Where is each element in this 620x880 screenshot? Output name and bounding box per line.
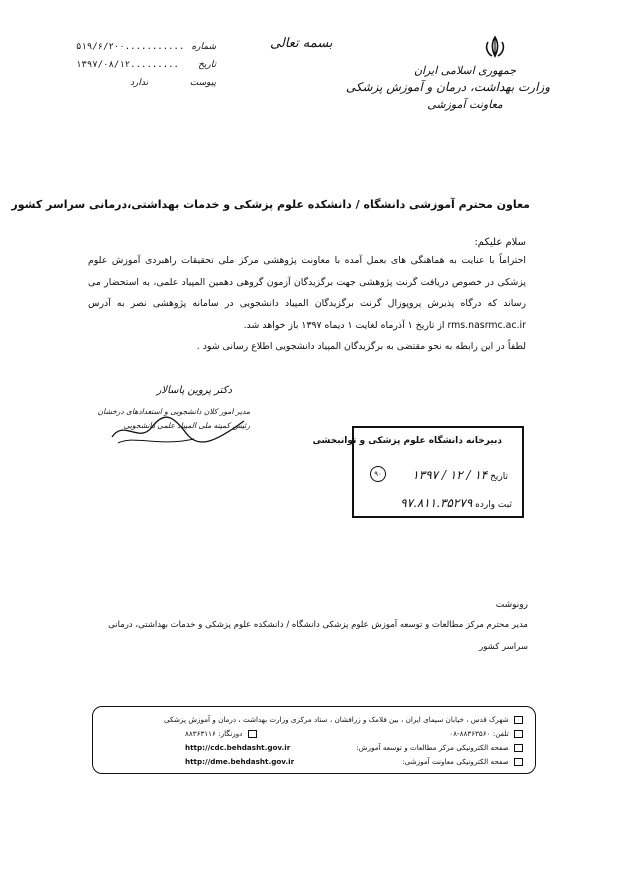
meta-date-row xyxy=(76,56,216,74)
ministry-line: جمهوری اسلامی ایران xyxy=(413,64,517,77)
footer-address-text: شهرک قدس ، خیابان سیمای ایران ، بین فلامک و زرافشان ، ستاد مرکزی وزارت بهداشت ، درمان و آموزش پزشکی xyxy=(164,715,509,724)
footer-site1-label: صفحه الکترونیکی مرکز مطالعات و توسعه آموزش: xyxy=(356,743,509,752)
letter-meta xyxy=(76,38,216,92)
stamp-date-label: تاریخ xyxy=(490,472,508,482)
footer-fax xyxy=(185,729,257,738)
meta-attachment-row xyxy=(76,74,216,92)
meta-number-row xyxy=(76,38,216,56)
closing-paragraph: لطفاً در این رابطه به نحو مقتضی به برگزیدگان المپیاد دانشجویی اطلاع رسانی شود . xyxy=(196,341,526,352)
stamp-date-value: ۱۴ / ۱۲ / ۱۳۹۷ xyxy=(412,468,488,482)
mail-icon xyxy=(514,744,523,752)
footer-site2-link[interactable]: http://dme.behdasht.gov.ir xyxy=(185,757,295,766)
location-icon xyxy=(514,716,523,724)
letter-body xyxy=(88,250,526,358)
body-paragraph: احتراماً با عنایت به هماهنگی های بعمل آمده با معاونت پژوهشی مرکز ملی تحقیقات راهبردی آموزش علوم پزشکی در خصوص دریافت گرنت پژوهشی جهت برگزیدگان آزمون گروهی دهمین المپیاد علمی، به استحضار می رساند که درگاه پذیرش پروپوزال گرنت برگزیدگان المپیاد دانشجویی در سامانه پژوهشی نصر به آدرس rms.nasrmc.ac.ir از تاریخ ۱ آذرماه لغایت ۱ دیماه ۱۳۹۷ باز خواهد شد. xyxy=(88,255,526,331)
stamp-header: دبیرخانه دانشگاه علوم پزشکی و توانبخشی xyxy=(312,436,502,446)
signature-scribble-icon xyxy=(104,399,254,449)
footer-site1-link[interactable]: http://cdc.behdasht.gov.ir xyxy=(185,743,291,752)
stamp-circle: ۹۰ xyxy=(370,466,386,482)
signature-block xyxy=(97,385,254,455)
attachment-label: پیوست xyxy=(189,78,216,88)
bismillah: بسمه تعالی xyxy=(270,36,333,51)
registry-stamp xyxy=(312,426,524,518)
stamp-date xyxy=(412,468,508,482)
stamp-reg-label: ثبت وارده xyxy=(475,500,512,510)
cc-label: رونوشت xyxy=(495,600,528,610)
number-value: ۵۱۹/۶/۲۰۰........... xyxy=(76,42,185,52)
ministry-heading xyxy=(345,62,550,113)
footer-fax-text: دورنگار: ۸۸۳۶۳۱۱۶ xyxy=(185,729,243,738)
signatory-title: مدیر امور کلان دانشجویی و استعدادهای درخشان xyxy=(97,407,250,416)
footer-address xyxy=(164,715,523,724)
ministry-line: معاونت آموزشی xyxy=(427,98,503,111)
attachment-value: ندارد xyxy=(130,78,149,88)
footer-site2 xyxy=(402,757,523,766)
mail-icon xyxy=(514,758,523,766)
phone-icon xyxy=(514,730,523,738)
cc-recipient: مدیر محترم مرکز مطالعات و توسعه آموزش علوم پزشکی دانشگاه / دانشکده علوم پزشکی و خدمات بهداشتی، درمانی سراسر کشور xyxy=(108,620,528,652)
footer-phone xyxy=(449,729,523,738)
iran-emblem-icon xyxy=(482,34,508,60)
ministry-line: وزارت بهداشت، درمان و آموزش پزشکی xyxy=(345,80,550,94)
number-label: شماره xyxy=(191,42,216,52)
footer-site1 xyxy=(356,743,523,752)
fax-icon xyxy=(248,730,257,738)
greeting: سلام علیکم: xyxy=(474,237,526,248)
stamp-reg-value: ۹۷.۸۱۱.۳۵۲۷۹ xyxy=(400,496,473,510)
date-value: ۱۳۹۷/۰۸/۱۲......... xyxy=(76,60,179,70)
footer-contact-box xyxy=(92,706,536,774)
footer-site2-label: صفحه الکترونیکی معاونت آموزشی: xyxy=(402,757,509,766)
signatory-title: رئیس کمیته ملی المپیاد علمی دانشجویی xyxy=(123,421,250,430)
stamp-reg xyxy=(400,496,512,510)
footer-phone-text: تلفن: ۸۸۳۶۳۵۶۰-۰۸ xyxy=(449,729,509,738)
date-label: تاریخ xyxy=(198,60,216,70)
signatory-name: دکتر پروین پاسالار xyxy=(156,385,232,396)
recipient-title: معاون محترم آموزشی دانشگاه / دانشکده علوم پزشکی و خدمات بهداشتی،درمانی سراسر کشور xyxy=(11,198,530,211)
